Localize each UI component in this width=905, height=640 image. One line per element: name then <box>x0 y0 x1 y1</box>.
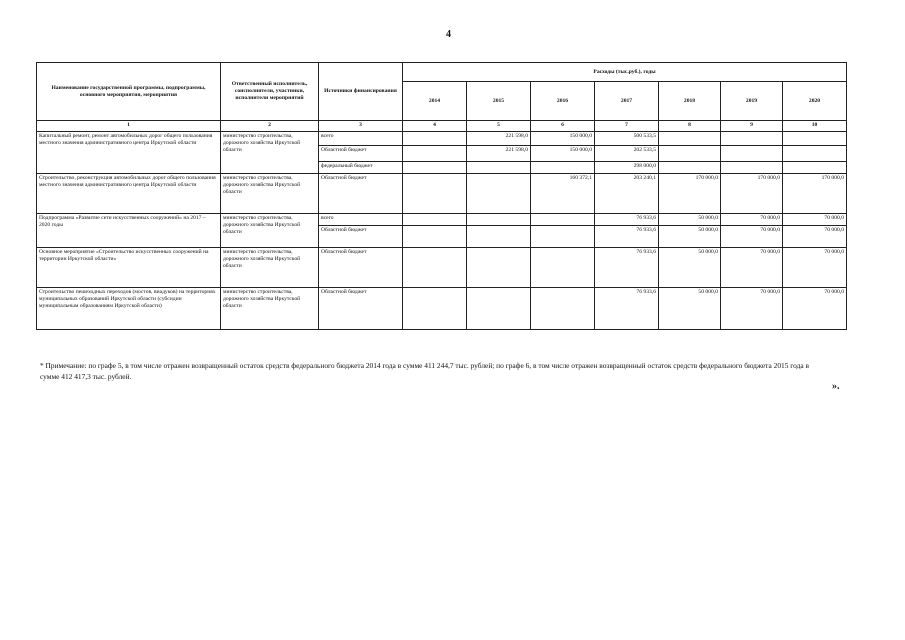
program-name: Подпрограмма «Развитие сети искусственных сооружений» на 2017 – 2020 годы <box>37 214 221 248</box>
executor: министерство строительства, дорожного хозяйства Иркутской области <box>221 174 319 214</box>
value-cell: 170 000,0 <box>783 174 847 214</box>
value-cell: 70 000,0 <box>783 226 847 248</box>
value-cell <box>531 288 595 330</box>
value-cell: 50 000,0 <box>659 214 721 226</box>
value-cell: 76 933,6 <box>595 248 659 288</box>
value-cell <box>659 132 721 146</box>
header-year: 2015 <box>467 82 531 121</box>
column-number: 1 <box>37 121 221 132</box>
value-cell: 70 000,0 <box>783 248 847 288</box>
value-cell: 50 000,0 <box>659 248 721 288</box>
value-cell: 50 000,0 <box>659 288 721 330</box>
value-cell: 170 000,0 <box>721 174 783 214</box>
value-cell <box>721 146 783 162</box>
value-cell <box>783 162 847 174</box>
value-cell: 500 533,5 <box>595 132 659 146</box>
value-cell: 50 000,0 <box>659 226 721 248</box>
value-cell <box>721 132 783 146</box>
funding-source: Областной бюджет <box>319 248 403 288</box>
value-cell <box>403 248 467 288</box>
program-name: Основное мероприятие «Строительство искусственных сооружений на территории Иркутской области» <box>37 248 221 288</box>
column-number: 5 <box>467 121 531 132</box>
header-year: 2014 <box>403 82 467 121</box>
value-cell <box>467 248 531 288</box>
funding-source: Областной бюджет <box>319 226 403 248</box>
value-cell <box>531 248 595 288</box>
value-cell <box>783 146 847 162</box>
value-cell <box>721 162 783 174</box>
value-cell: 221 598,0 <box>467 146 531 162</box>
column-number: 9 <box>721 121 783 132</box>
value-cell: 70 000,0 <box>783 288 847 330</box>
page-number: 4 <box>446 29 451 40</box>
footnote: * Примечание: по графе 5, в том числе отражен возвращенный остаток средств федерального бюджета 2014 года в сумме 411 244,7 тыс. рублей; по графе 6, в том числе отражен возвращенный остаток средств федерального бюджета 2015 года в сумме 412 417,3 тыс. рублей. <box>40 361 809 381</box>
value-cell: 150 000,0 <box>531 132 595 146</box>
value-cell: 70 000,0 <box>721 226 783 248</box>
value-cell <box>467 288 531 330</box>
header-sources: Источники финансирования <box>319 63 403 121</box>
closing-mark: ». <box>832 381 840 392</box>
header-year: 2020 <box>783 82 847 121</box>
funding-source: всего <box>319 214 403 226</box>
value-cell: 202 533,5 <box>595 146 659 162</box>
value-cell <box>403 174 467 214</box>
value-cell <box>531 214 595 226</box>
column-number: 8 <box>659 121 721 132</box>
value-cell: 70 000,0 <box>721 288 783 330</box>
funding-source: федеральный бюджет <box>319 162 403 174</box>
table-row <box>37 132 847 146</box>
header-year: 2017 <box>595 82 659 121</box>
value-cell: 298 000,0 <box>595 162 659 174</box>
column-number: 6 <box>531 121 595 132</box>
value-cell <box>783 132 847 146</box>
header-year: 2016 <box>531 82 595 121</box>
header-year: 2019 <box>721 82 783 121</box>
value-cell <box>403 132 467 146</box>
funding-source: Областной бюджет <box>319 174 403 214</box>
column-number-row <box>37 121 847 132</box>
value-cell: 221 598,0 <box>467 132 531 146</box>
funding-source: всего <box>319 132 403 146</box>
value-cell: 150 000,0 <box>531 146 595 162</box>
value-cell: 203 240,1 <box>595 174 659 214</box>
column-number: 10 <box>783 121 847 132</box>
header-name: Наименование государственной программы, подпрограммы, основного мероприятия, мероприятия <box>37 63 221 121</box>
table-row <box>37 248 847 288</box>
value-cell <box>467 162 531 174</box>
header-expenses: Расходы (тыс.руб.), годы <box>403 63 847 82</box>
column-number: 2 <box>221 121 319 132</box>
value-cell: 70 000,0 <box>783 214 847 226</box>
value-cell <box>403 162 467 174</box>
funding-source: Областной бюджет <box>319 288 403 330</box>
value-cell <box>467 214 531 226</box>
value-cell: 70 000,0 <box>721 248 783 288</box>
column-number: 3 <box>319 121 403 132</box>
header-year: 2018 <box>659 82 721 121</box>
executor: министерство строительства, дорожного хозяйства Иркутской области <box>221 214 319 248</box>
header-executor: Ответственный исполнитель, соисполнители, участники, исполнители мероприятий <box>221 63 319 121</box>
value-cell: 160 372,1 <box>531 174 595 214</box>
funding-source: Областной бюджет <box>319 146 403 162</box>
value-cell <box>659 162 721 174</box>
executor: министерство строительства, дорожного хозяйства Иркутской области <box>221 132 319 174</box>
value-cell: 70 000,0 <box>721 214 783 226</box>
value-cell <box>531 162 595 174</box>
value-cell <box>467 174 531 214</box>
value-cell <box>531 226 595 248</box>
value-cell: 76 933,6 <box>595 214 659 226</box>
executor: министерство строительства, дорожного хозяйства Иркутской области <box>221 248 319 288</box>
value-cell: 76 933,6 <box>595 226 659 248</box>
value-cell: 170 000,0 <box>659 174 721 214</box>
value-cell <box>403 146 467 162</box>
column-number: 4 <box>403 121 467 132</box>
program-name: Капитальный ремонт, ремонт автомобильных дорог общего пользования местного значения административного центра Иркутской области <box>37 132 221 174</box>
program-name: Строительство пешеходных переходов (мостов, виадуков) на территориях муниципальных образований Иркутской области (субсидии муниципальным образованиям Иркутской области) <box>37 288 221 330</box>
value-cell <box>659 146 721 162</box>
column-number: 7 <box>595 121 659 132</box>
executor: министерство строительства, дорожного хозяйства Иркутской области <box>221 288 319 330</box>
value-cell <box>403 226 467 248</box>
value-cell <box>403 288 467 330</box>
table-row <box>37 214 847 226</box>
value-cell <box>403 214 467 226</box>
value-cell <box>467 226 531 248</box>
table-row <box>37 174 847 214</box>
expenses-table <box>36 62 847 330</box>
value-cell: 76 933,6 <box>595 288 659 330</box>
program-name: Строительство, реконструкция автомобильных дорог общего пользования местного значения административного центра Иркутской области <box>37 174 221 214</box>
table-row <box>37 288 847 330</box>
